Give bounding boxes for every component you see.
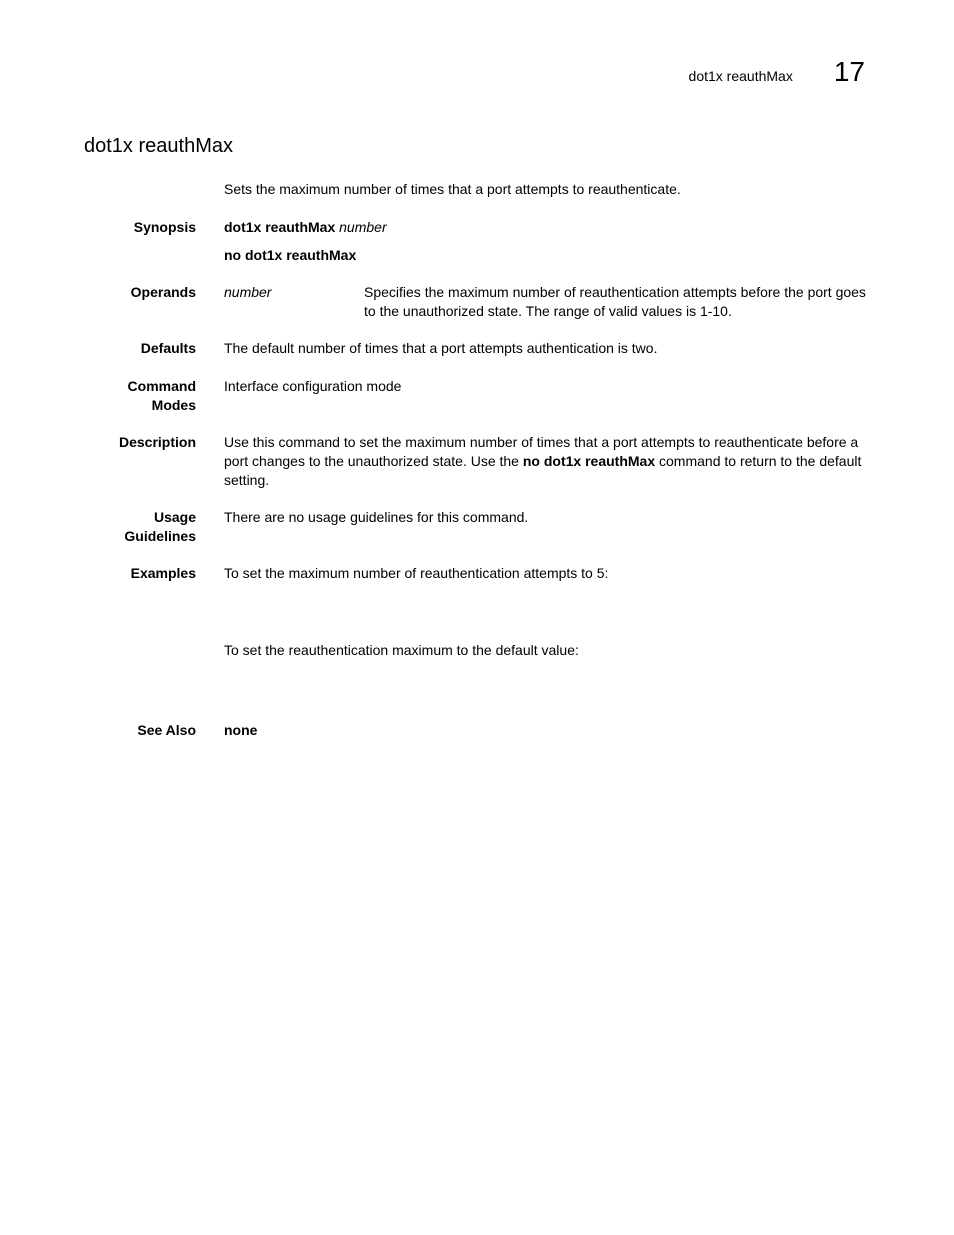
- synopsis-line-2: no dot1x reauthMax: [224, 247, 357, 263]
- chapter-number: 17: [833, 56, 865, 87]
- usage-guidelines-label: [124, 508, 196, 546]
- synopsis-command: dot1x reauthMax: [224, 219, 336, 235]
- see-also-text: none: [224, 722, 258, 738]
- description-label: Description: [118, 434, 196, 450]
- intro-text: Sets the maximum number of times that a port attempts to reauthenticate.: [224, 181, 681, 197]
- synopsis-argument: number: [339, 219, 387, 235]
- usage-guidelines-label-line-1: Usage: [153, 509, 196, 525]
- running-title: dot1x reauthMax: [688, 68, 793, 84]
- examples-label: Examples: [130, 565, 196, 581]
- running-header: [689, 58, 865, 86]
- command-modes-label-line-1: Command: [127, 378, 196, 394]
- description-text-after: command to return to the default setting.: [224, 453, 862, 488]
- description-text: [224, 433, 869, 490]
- example-1-text: To set the maximum number of reauthentication attempts to 5:: [224, 565, 609, 581]
- command-modes-label: [128, 377, 196, 415]
- usage-guidelines-text: There are no usage guidelines for this command.: [224, 509, 529, 525]
- defaults-text: The default number of times that a port attempts authentication is two.: [224, 340, 658, 356]
- synopsis-line-1: [224, 218, 869, 237]
- command-modes-label-line-2: Modes: [151, 397, 196, 413]
- command-modes-text: Interface configuration mode: [224, 378, 402, 394]
- description-command: no dot1x reauthMax: [522, 453, 656, 469]
- description-text-before: Use this command to set the maximum number of times that a port attempts to reauthenticate before a port changes to the unauthorized state. Use the: [224, 434, 859, 469]
- defaults-label: Defaults: [140, 340, 196, 356]
- operand-name: number: [224, 284, 272, 300]
- see-also-label: See Also: [137, 722, 196, 738]
- page-title: dot1x reauthMax: [84, 135, 233, 157]
- operand-description: Specifies the maximum number of reauthentication attempts before the port goes to the unauthorized state. The range of valid values is 1-10.: [364, 284, 866, 319]
- synopsis-label: Synopsis: [133, 219, 196, 235]
- operands-label: Operands: [130, 284, 196, 300]
- example-2-text: To set the reauthentication maximum to the default value:: [224, 642, 579, 658]
- usage-guidelines-label-line-2: Guidelines: [124, 528, 196, 544]
